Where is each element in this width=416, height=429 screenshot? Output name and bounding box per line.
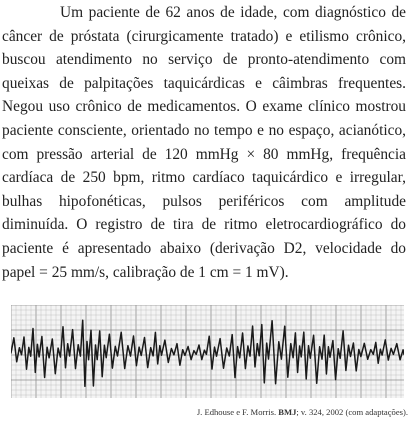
citation-authors: J. Edhouse e F. Morris. <box>196 407 277 417</box>
ecg-rhythm-strip <box>11 305 404 398</box>
figure-citation <box>197 407 408 418</box>
citation-journal: BMJ <box>278 407 297 417</box>
citation-details: ; v. 324, 2002 (com adaptações). <box>296 407 408 417</box>
question-paragraph: Um paciente de 62 anos de idade, com diagnóstico de câncer de próstata (cirurgicamente tratado) e etilismo crônico, buscou atendimento no serviço de pronto-atendimento com queixas de palpitações taquicárdicas e câimbras frequentes. Negou uso crônico de medicamentos. O exame clínico mostrou paciente consciente, orientado no tempo e no espaço, acianótico, com pressão arterial de 120 mmHg × 80 mmHg, frequência cardíaca de 250 bpm, ritmo cardíaco taquicárdico e irregular, bulhas hipofonéticas, pulsos periféricos com amplitude diminuída. O registro de tira de ritmo eletrocardiográfico do paciente é apresentado abaixo (derivação D2, velocidade do papel = 25 mm/s, calibração de 1 cm = 1 mV). <box>2 4 406 281</box>
